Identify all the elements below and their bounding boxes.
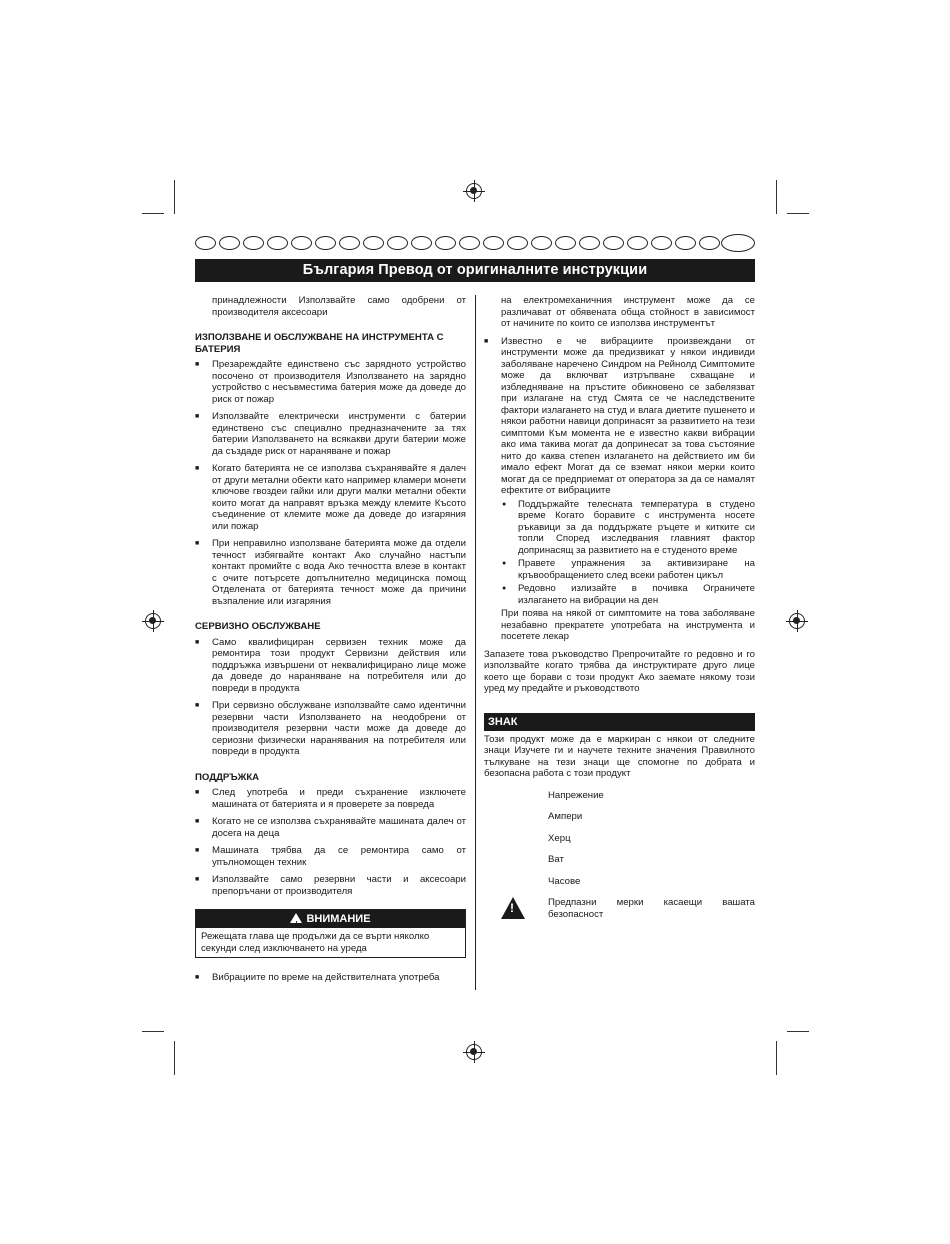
list-item: ■ Само квалифициран сервизен техник може да ремонтира този продукт Сервизни действия или поддръжка извършени от неквалифицирано лице може да доведе до нараняване на потребителя или до повреди в продукта <box>195 637 466 695</box>
list-item: ■ Използвайте електрически инструменти с батерии единствено със специално предназначените за тях батерии Използването на всякакви други батерии може да създаде риск от нараняване и пожар <box>195 411 466 457</box>
list-item: ■ След употреба и преди съхранение изключете машината от батерията и я проверете за повреда <box>195 787 466 810</box>
list-item: ■ Презареждайте единствено със зарядното устройство посочено от производителя Използването на зарядно устройство с несъвместима батерия може да доведе до риск от пожар <box>195 359 466 405</box>
safety-alert-icon: ! <box>501 897 525 919</box>
registration-mark-icon <box>466 183 482 199</box>
continuation-text: на електромеханичния инструмент може да се различават от обявената обща стойност в зависимост от начините по които се използва инструментът <box>501 295 755 329</box>
crop-mark <box>174 180 175 214</box>
left-column <box>195 295 466 990</box>
symbol-label: Херц <box>548 832 571 844</box>
language-oval <box>195 236 216 250</box>
list-item: ■ Машината трябва да се ремонтира само от упълномощен техник <box>195 845 466 868</box>
warning-text: Режещата глава ще продължи да се върти няколко секунди след изключването на уреда <box>201 931 430 954</box>
language-oval <box>339 236 360 250</box>
language-oval-current <box>721 234 755 252</box>
language-oval <box>555 236 576 250</box>
language-oval <box>675 236 696 250</box>
warning-header <box>196 910 465 928</box>
language-oval <box>483 236 504 250</box>
language-oval <box>627 236 648 250</box>
list-item: ■ Вибрациите по време на действителната употреба <box>195 972 466 984</box>
section-heading: ИЗПОЛЗВАНЕ И ОБСЛУЖВАНЕ НА ИНСТРУМЕНТА С БАТЕРИЯ <box>195 332 444 355</box>
crop-mark <box>787 1031 809 1032</box>
symbol-label: Предпазни мерки касаещи вашата безопасност <box>548 897 755 920</box>
language-oval <box>243 236 264 250</box>
language-oval <box>291 236 312 250</box>
language-oval <box>435 236 456 250</box>
list-item: ■ Известно е че вибрациите произвеждани от инструменти може да предизвикат у някои индивиди заболяване наречено Синдром на Рейнолд Симптомите може да включват изтръпване схващане и избледняване на пръстите обикновено се забелязват при излагане на студ Смята се че наследствените фактори излагането на студ и влага диетите пушенето и някои работни навици допринасят за развитието на тези симптоми Към момента не е известно какви вибрации ако има такива могат да допринесат за това състояние нито до каква степен излагането на действието им би имало ефект Могат да се вземат някои мерки които могат да се предприемат от оператора за да се намалят ефектите от вибрациите <box>484 336 755 497</box>
language-oval <box>387 236 408 250</box>
symbol-item <box>484 854 755 866</box>
registration-mark-icon <box>789 613 805 629</box>
language-oval <box>507 236 528 250</box>
symbol-item <box>484 833 755 845</box>
symbol-label: Ват <box>548 854 564 865</box>
sub-list-item: ● Редовно излизайте в почивка Ограничете излагането на вибрации на ден <box>484 583 755 606</box>
language-oval <box>579 236 600 250</box>
service-list <box>195 637 466 758</box>
list-item: ■ При сервизно обслужване използвайте само идентични резервни части Използването на неодобрени от производителя резервни части може да доведе до сериозни физически наранявания на потребителя или повреди в продукта <box>195 700 466 758</box>
language-oval <box>699 236 720 250</box>
right-column <box>484 295 755 920</box>
warning-title: ВНИМАНИЕ <box>306 913 371 925</box>
sub-list <box>484 499 755 607</box>
symptoms-text: При поява на някой от симптомите на това заболяване незабавно прекратете употребата на инструмента и посетете лекар <box>501 608 755 642</box>
symbol-item <box>484 811 755 823</box>
symbol-label: Напрежение <box>548 789 604 801</box>
language-oval <box>651 236 672 250</box>
crop-mark <box>776 180 777 214</box>
vibration-list <box>195 972 466 984</box>
page-title: България Превод от оригиналните инструкции <box>195 259 755 282</box>
keep-manual-text: Запазете това ръководство Препрочитайте го редовно и го използвайте когато трябва да инструктирате друго лице което ще борави с този продукт Ако заемате някому този уред му предайте и ръководството <box>484 648 755 694</box>
crop-mark <box>142 213 164 214</box>
language-oval <box>315 236 336 250</box>
list-item: ■ Когато батерията не се използва съхранявайте я далеч от други метални обекти като например кламери монети ключове гвоздеи гайки или други малки метални обекти които могат да направят връзка между клемите Късото съединение от клемите може да доведе до изгаряния или пожар <box>195 463 466 532</box>
warning-box <box>195 909 466 958</box>
language-oval <box>267 236 288 250</box>
column-divider <box>475 295 476 990</box>
section-heading: ПОДДРЪЖКА <box>195 771 260 783</box>
language-oval <box>531 236 552 250</box>
list-item: ■ Когато не се използва съхранявайте машината далеч от досега на деца <box>195 816 466 839</box>
language-oval <box>219 236 240 250</box>
znak-intro: Този продукт може да е маркиран с някои от следните знаци Изучете ги и научете техните значения Правилното тълкуване на тези знаци ще спомогне по добрата и безопасна работа с този продукт <box>484 733 755 779</box>
language-ovals <box>195 236 755 254</box>
vibration-items <box>484 336 755 497</box>
section-heading: ЗНАК <box>484 713 755 731</box>
registration-mark-icon <box>145 613 161 629</box>
registration-mark-icon <box>466 1044 482 1060</box>
symbol-label: Часове <box>548 875 581 887</box>
intro-text: принадлежности Използвайте само одобрени от производителя аксесоари <box>212 295 466 318</box>
crop-mark <box>174 1041 175 1075</box>
crop-mark <box>787 213 809 214</box>
language-oval <box>603 236 624 250</box>
crop-mark <box>776 1041 777 1075</box>
language-oval <box>411 236 432 250</box>
symbol-item <box>484 897 755 920</box>
language-oval <box>459 236 480 250</box>
maintenance-list <box>195 787 466 897</box>
symbol-item <box>484 790 755 802</box>
crop-mark <box>142 1031 164 1032</box>
language-oval <box>363 236 384 250</box>
section-heading: СЕРВИЗНО ОБСЛУЖВАНЕ <box>195 621 321 632</box>
list-item: ■ При неправилно използване батерията може да отдели течност избягвайте контакт Ако случайно настъпи контакт промийте с вода Ако течността влезе в контакт с очите потърсете допълнително медицинска помощ Отделената от батерията течност може да причини възпаление или изгаряния <box>195 538 466 607</box>
warning-icon: ! <box>290 913 302 923</box>
sub-list-item: ● Правете упражнения за активизиране на кръвообращението след всеки работен цикъл <box>484 558 755 581</box>
sub-list-item: ● Поддържайте телесната температура в студено време Когато боравите с инструмента носете ръкавици за да поддържате ръцете и китките си топли Според изследвания главният фактор допринасящ за развитието на е студеното време <box>484 499 755 557</box>
symbol-list <box>484 790 755 921</box>
battery-list <box>195 359 466 607</box>
list-item: ■ Използвайте само резервни части и аксесоари препоръчани от производителя <box>195 874 466 897</box>
symbol-label: Ампери <box>548 811 583 822</box>
symbol-item <box>484 876 755 888</box>
